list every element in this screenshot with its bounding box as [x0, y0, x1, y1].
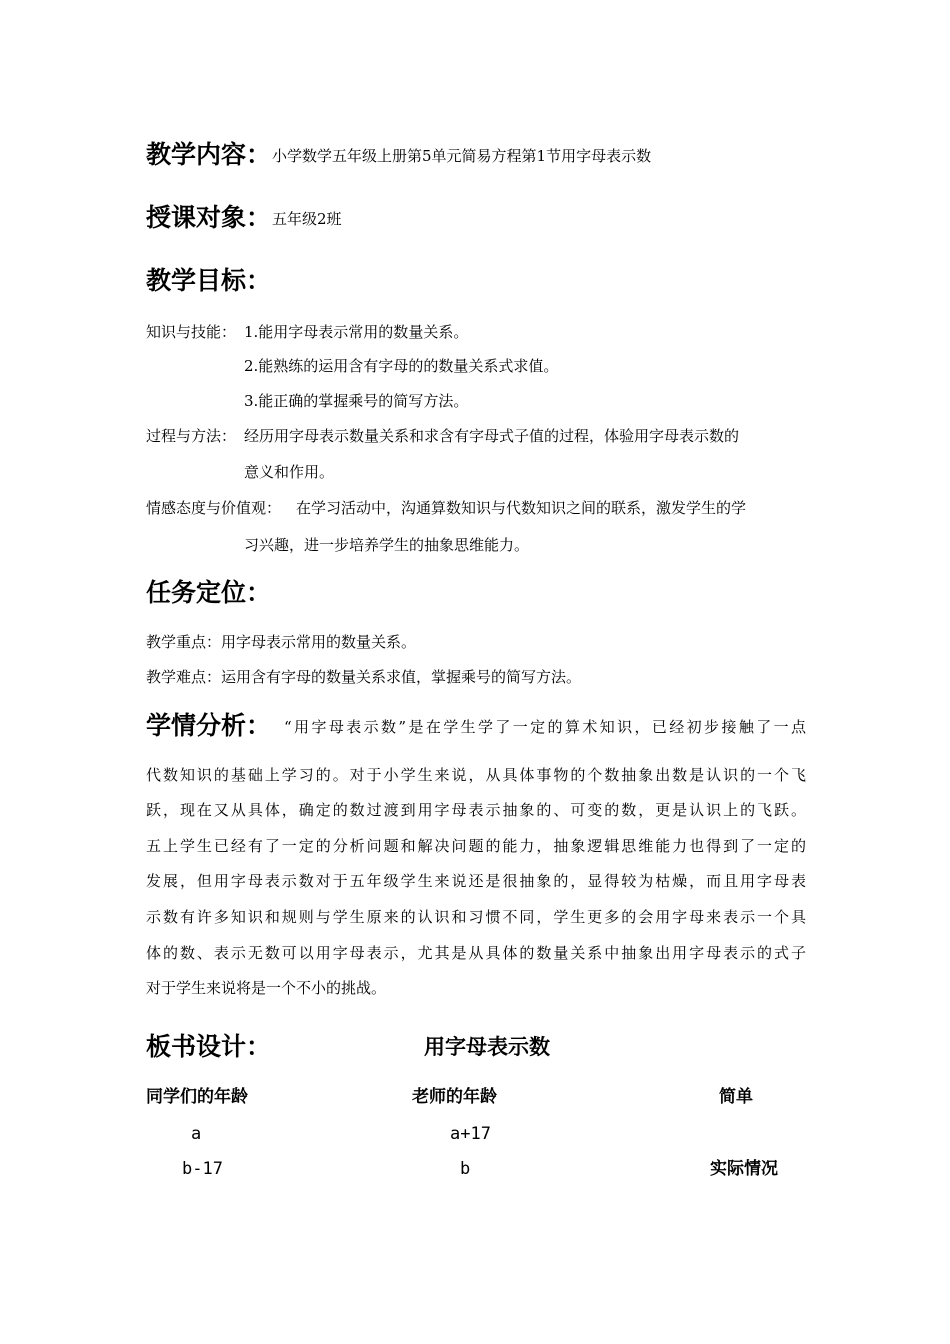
analysis-line: 对于学生来说将是一个不小的挑战。: [146, 979, 387, 997]
emotion-text-line: 习兴趣，进一步培养学生的抽象思维能力。: [244, 536, 530, 554]
analysis-line: 五上学生已经有了一定的分析问题和解决问题的能力，抽象逻辑思维能力也得到了一定的: [146, 837, 806, 855]
board-cell-b: b: [460, 1159, 471, 1179]
board-cell-a: a: [191, 1124, 202, 1144]
board-col-head-teacher: 老师的年龄: [412, 1087, 497, 1107]
content-heading: 教学内容：: [146, 140, 272, 169]
board-cell-a-plus-17: a+17: [450, 1124, 491, 1144]
board-cell-actual: 实际情况: [710, 1159, 778, 1179]
knowledge-label: 知识与技能：: [146, 323, 237, 341]
analysis-line: 跃，现在又从具体，确定的数过渡到用字母表示抽象的、可变的数，更是认识上的飞跃。: [146, 801, 806, 819]
knowledge-item: 3.能正确的掌握乘号的简写方法。: [244, 392, 469, 410]
difficult-point: 教学难点：运用含有字母的数量关系求值，掌握乘号的简写方法。: [146, 668, 582, 686]
key-point: 教学重点：用字母表示常用的数量关系。: [146, 633, 417, 651]
objectives-heading: 教学目标：: [146, 266, 272, 295]
knowledge-item: 2.能熟练的运用含有字母的的数量关系式求值。: [244, 357, 559, 375]
process-text-line: 意义和作用。: [244, 463, 335, 481]
analysis-line: 代数知识的基础上学习的。对于小学生来说，从具体事物的个数抽象出数是认识的一个飞: [146, 766, 806, 784]
analysis-heading: 学情分析：: [146, 711, 272, 740]
audience-heading: 授课对象：: [146, 203, 272, 232]
analysis-line: 发展，但用字母表示数对于五年级学生来说还是很抽象的，显得较为枯燥，而且用字母表: [146, 872, 806, 890]
analysis-first-line: “用字母表示数”是在学生学了一定的算术知识，已经初步接触了一点: [284, 718, 806, 736]
emotion-label: 情感态度与价值观：: [146, 499, 282, 517]
content-value: 小学数学五年级上册第5单元简易方程第1节用字母表示数: [272, 147, 652, 165]
task-heading: 任务定位：: [146, 578, 272, 607]
emotion-text-line: 在学习活动中，沟通算数知识与代数知识之间的联系，激发学生的学: [296, 499, 747, 517]
board-col-head-students: 同学们的年龄: [146, 1087, 248, 1107]
process-label: 过程与方法：: [146, 427, 237, 445]
analysis-line: 体的数、表示无数可以用字母表示，尤其是从具体的数量关系中抽象出用字母表示的式子: [146, 944, 806, 962]
knowledge-item: 1.能用字母表示常用的数量关系。: [244, 323, 469, 341]
board-title: 用字母表示数: [424, 1035, 550, 1059]
audience-value: 五年级2班: [272, 210, 342, 228]
board-col-head-simple: 简单: [719, 1087, 753, 1107]
board-cell-b-minus-17: b-17: [182, 1159, 223, 1179]
board-heading: 板书设计：: [146, 1032, 272, 1061]
process-text-line: 经历用字母表示数量关系和求含有字母式子值的过程，体验用字母表示数的: [244, 427, 740, 445]
analysis-line: 示数有许多知识和规则与学生原来的认识和习惯不同，学生更多的会用字母来表示一个具: [146, 908, 806, 926]
